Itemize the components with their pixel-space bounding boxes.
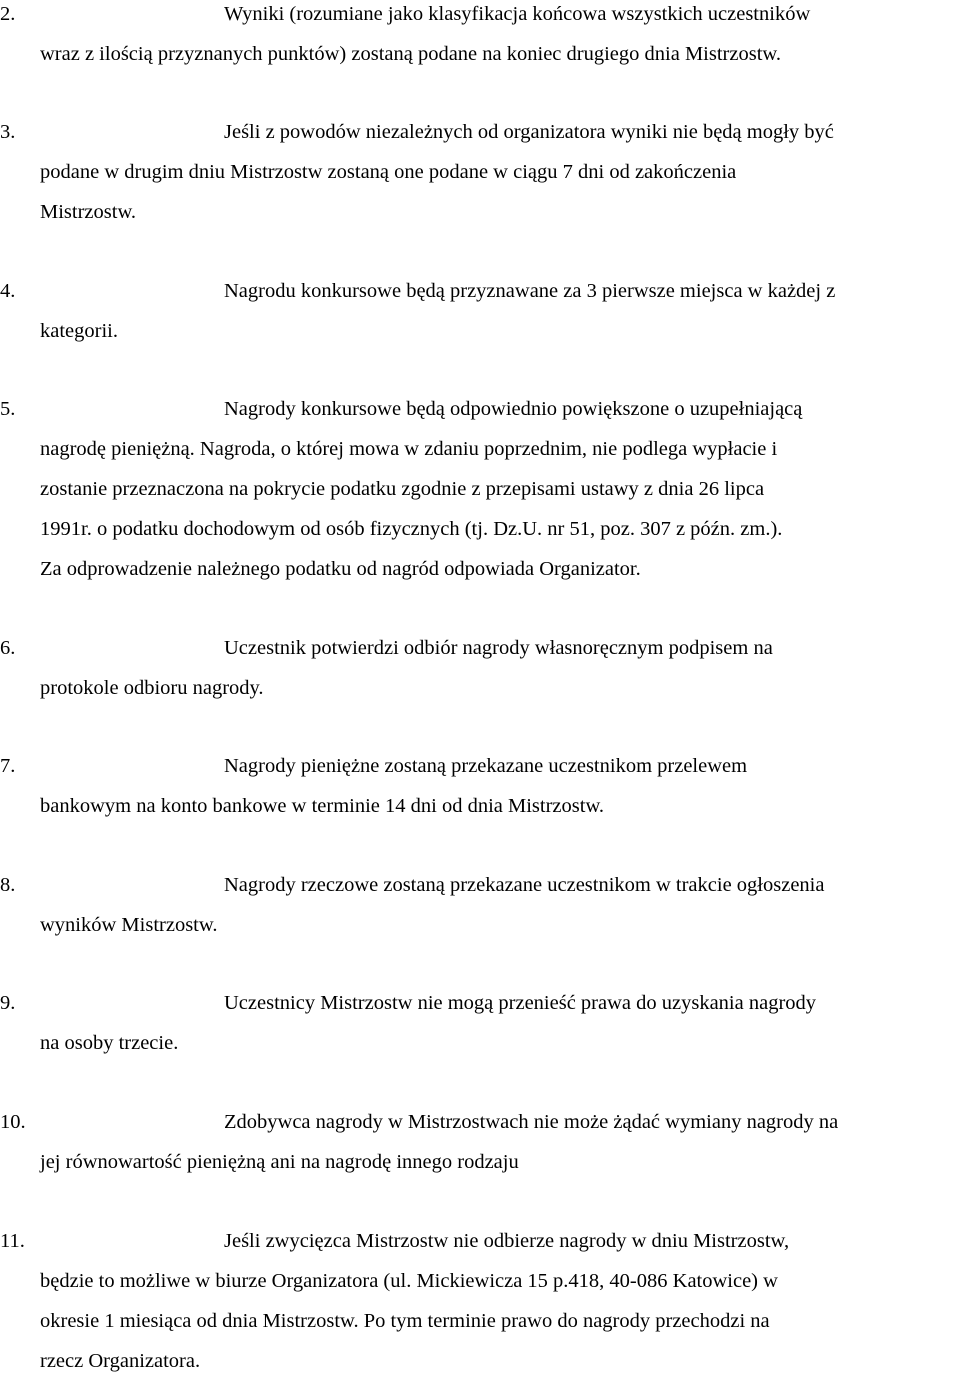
item-number: 11.	[0, 1230, 25, 1252]
text-line	[0, 389, 960, 429]
list-item-9	[0, 983, 960, 1063]
text-line	[0, 905, 960, 945]
text-line	[0, 429, 960, 469]
text-line	[0, 628, 960, 668]
list-item-2	[0, 0, 960, 74]
item-text: okresie 1 miesiąca od dnia Mistrzostw. Po tym terminie prawo do nagrody przechodzi na	[40, 1310, 770, 1332]
item-number: 4.	[0, 280, 16, 302]
item-number: 7.	[0, 755, 16, 777]
text-line	[0, 1142, 960, 1182]
item-text: protokole odbioru nagrody.	[40, 677, 264, 699]
list-item-11	[0, 1221, 960, 1381]
text-line	[0, 271, 960, 311]
item-text: Nagrody rzeczowe zostaną przekazane uczestnikom w trakcie ogłoszenia	[224, 874, 825, 896]
item-text: nagrodę pieniężną. Nagroda, o której mowa w zdaniu poprzednim, nie podlega wypłacie i	[40, 438, 778, 460]
text-line	[0, 192, 960, 232]
item-text: kategorii.	[40, 320, 118, 342]
list-item-10	[0, 1102, 960, 1182]
item-text: rzecz Organizatora.	[40, 1350, 201, 1372]
text-line	[0, 469, 960, 509]
list-item-5	[0, 389, 960, 589]
item-text: wraz z ilością przyznanych punktów) zostaną podane na koniec drugiego dnia Mistrzostw.	[40, 43, 781, 65]
item-text: Nagrody pieniężne zostaną przekazane uczestnikom przelewem	[224, 755, 748, 777]
text-line	[0, 112, 960, 152]
item-number: 8.	[0, 874, 16, 896]
text-line	[0, 509, 960, 549]
text-line	[0, 1301, 960, 1341]
item-number: 2.	[0, 3, 16, 25]
item-text: Za odprowadzenie należnego podatku od nagród odpowiada Organizator.	[40, 558, 641, 580]
text-line	[0, 1102, 960, 1142]
list-item-3	[0, 112, 960, 232]
item-text: 1991r. o podatku dochodowym od osób fizycznych (tj. Dz.U. nr 51, poz. 307 z późn. zm.).	[40, 518, 783, 540]
item-text: podane w drugim dniu Mistrzostw zostaną one podane w ciągu 7 dni od zakończenia	[40, 161, 737, 183]
item-text: jej równowartość pieniężną ani na nagrodę innego rodzaju	[40, 1151, 519, 1173]
item-text: Nagrody konkursowe będą odpowiednio powiększone o uzupełniającą	[224, 398, 803, 420]
list-item-6	[0, 628, 960, 708]
item-text: Jeśli zwycięzca Mistrzostw nie odbierze nagrody w dniu Mistrzostw,	[224, 1230, 790, 1252]
text-line	[0, 1261, 960, 1301]
item-number: 9.	[0, 992, 16, 1014]
text-line	[0, 311, 960, 351]
item-text: wyników Mistrzostw.	[40, 914, 218, 936]
text-line	[0, 34, 960, 74]
item-text: zostanie przeznaczona na pokrycie podatku zgodnie z przepisami ustawy z dnia 26 lipca	[40, 478, 765, 500]
text-line	[0, 1221, 960, 1261]
item-text: Zdobywca nagrody w Mistrzostwach nie może żądać wymiany nagrody na	[224, 1111, 839, 1133]
item-text: Mistrzostw.	[40, 201, 137, 223]
item-text: bankowym na konto bankowe w terminie 14 dni od dnia Mistrzostw.	[40, 795, 605, 817]
text-line	[0, 786, 960, 826]
list-item-7	[0, 746, 960, 826]
item-text: będzie to możliwe w biurze Organizatora (ul. Mickiewicza 15 p.418, 40-086 Katowice) w	[40, 1270, 778, 1292]
text-line	[0, 668, 960, 708]
item-text: Uczestnik potwierdzi odbiór nagrody własnoręcznym podpisem na	[224, 637, 773, 659]
item-number: 6.	[0, 637, 16, 659]
item-number: 10.	[0, 1111, 26, 1133]
text-line	[0, 152, 960, 192]
item-text: Wyniki (rozumiane jako klasyfikacja końcowa wszystkich uczestników	[224, 3, 811, 25]
item-text: Nagrodu konkursowe będą przyznawane za 3 pierwsze miejsca w każdej z	[224, 280, 836, 302]
list-item-8	[0, 865, 960, 945]
item-number: 5.	[0, 398, 16, 420]
list-item-4	[0, 271, 960, 351]
text-line	[0, 983, 960, 1023]
text-line	[0, 1341, 960, 1381]
text-line	[0, 1023, 960, 1063]
item-number: 3.	[0, 121, 16, 143]
item-text: Jeśli z powodów niezależnych od organizatora wyniki nie będą mogły być	[224, 121, 834, 143]
text-line	[0, 746, 960, 786]
item-text: na osoby trzecie.	[40, 1032, 179, 1054]
text-line	[0, 0, 960, 34]
item-text: Uczestnicy Mistrzostw nie mogą przenieść prawa do uzyskania nagrody	[224, 992, 817, 1014]
text-line	[0, 865, 960, 905]
text-line	[0, 549, 960, 589]
